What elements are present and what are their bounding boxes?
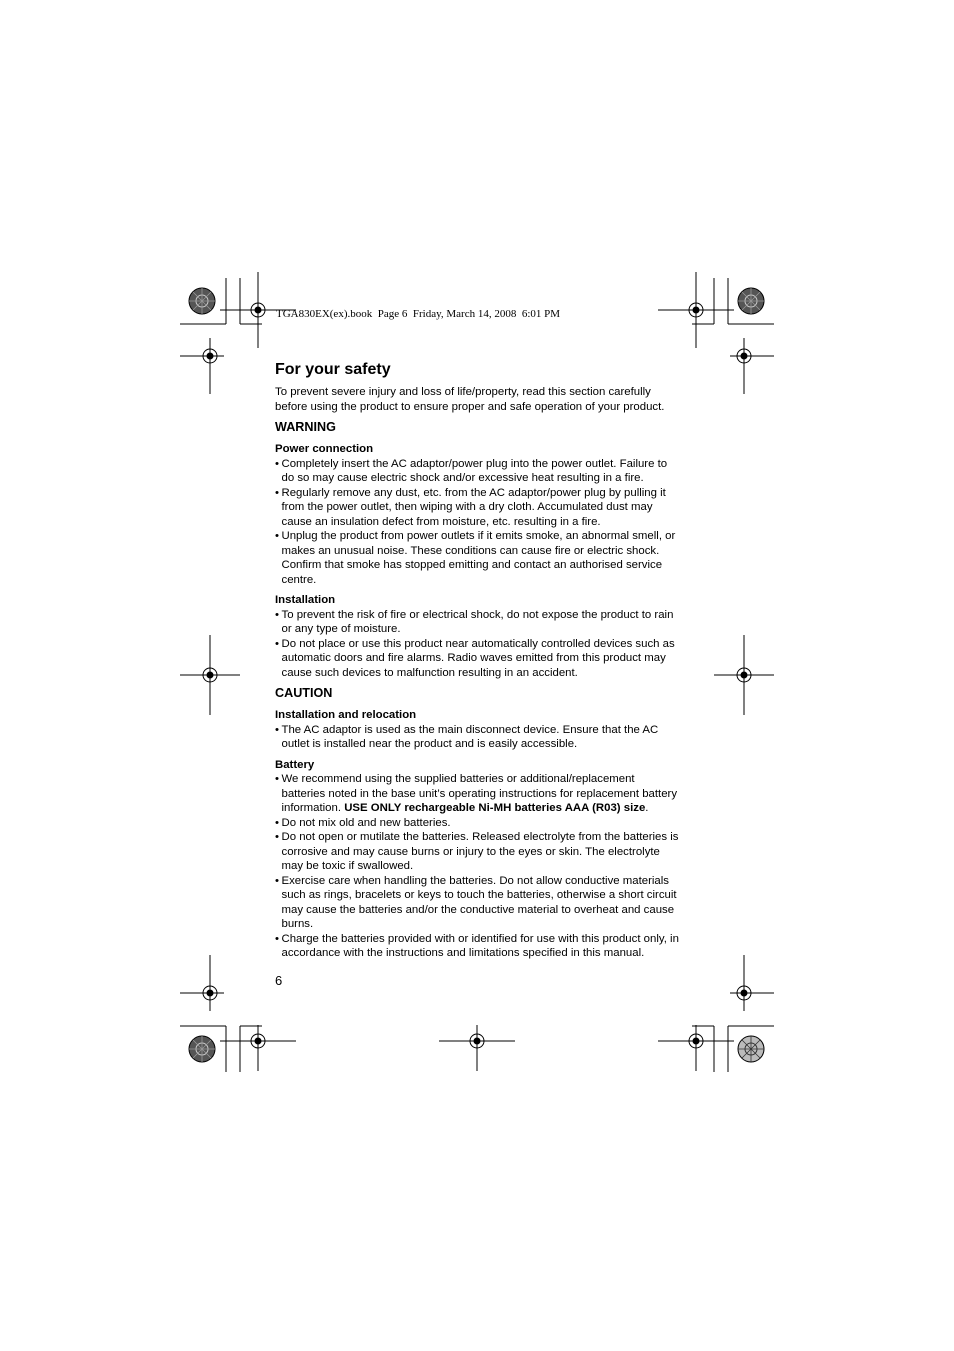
caution-heading: CAUTION [275, 686, 333, 700]
list-item: • Completely insert the AC adaptor/power plug into the power outlet. Failure to do so may cause electric shock and/or excessive heat resulting in a fire. [275, 457, 680, 486]
warning-heading: WARNING [275, 420, 336, 434]
battery-list [275, 772, 680, 961]
safety-section [275, 360, 680, 961]
power-connection-heading: Power connection [275, 443, 374, 455]
list-item [275, 772, 680, 816]
installation-list [275, 608, 680, 681]
list-item: • The AC adaptor is used as the main disconnect device. Ensure that the AC outlet is installed near the product and is easily accessible. [275, 723, 680, 752]
list-item: • To prevent the risk of fire or electrical shock, do not expose the product to rain or any type of moisture. [275, 608, 680, 637]
print-header: TGA830EX(ex).book Page 6 Friday, March 14, 2008 6:01 PM [276, 308, 561, 320]
list-item: • Charge the batteries provided with or identified for use with this product only, in accordance with the instructions and limitations specified in this manual. [275, 932, 680, 961]
page-number: 6 [275, 973, 283, 988]
list-item: • Do not open or mutilate the batteries. Released electrolyte from the batteries is corrosive and may cause burns or injury to the eyes or skin. The electrolyte may be toxic if swallowed. [275, 830, 680, 874]
battery-item-bold: USE ONLY rechargeable Ni-MH batteries AAA (R03) size [344, 802, 646, 814]
page-title: For your safety [275, 361, 391, 378]
battery-item-end: . [645, 802, 649, 814]
list-item: • Do not place or use this product near automatically controlled devices such as automatic doors and fire alarms. Radio waves emitted from this product may cause such devices to malfunction resulting in an accident. [275, 637, 680, 681]
battery-item-text: We recommend using the supplied batteries or additional/replacement batteries noted in the base unit’s operating instructions for replacement battery information. [281, 773, 678, 814]
list-item: • Exercise care when handling the batteries. Do not allow conductive materials such as rings, bracelets or keys to touch the batteries, otherwise a short circuit may cause the batteries and/or the conductive material to overheat and cause burns. [275, 874, 680, 932]
battery-heading: Battery [275, 758, 315, 771]
installation-relocation-heading: Installation and relocation [275, 709, 417, 721]
list-item: • Unplug the product from power outlets if it emits smoke, an abnormal smell, or makes an unusual noise. These conditions can cause fire or electric shock. Confirm that smoke has stopped emitting and contact an authorised service centre. [275, 529, 680, 587]
power-connection-list [275, 457, 680, 588]
installation-heading: Installation [275, 594, 336, 606]
list-item: • Regularly remove any dust, etc. from the AC adaptor/power plug by pulling it from the power outlet, then wiping with a dry cloth. Accumulated dust may cause an insulation defect from moisture, etc. resulting in a fire. [275, 486, 680, 530]
list-item: • Do not mix old and new batteries. [275, 816, 680, 831]
intro-paragraph: To prevent severe injury and loss of life/property, read this section carefully before using the product to ensure proper and safe operation of your product. [275, 386, 665, 413]
installation-relocation-list [275, 723, 680, 752]
